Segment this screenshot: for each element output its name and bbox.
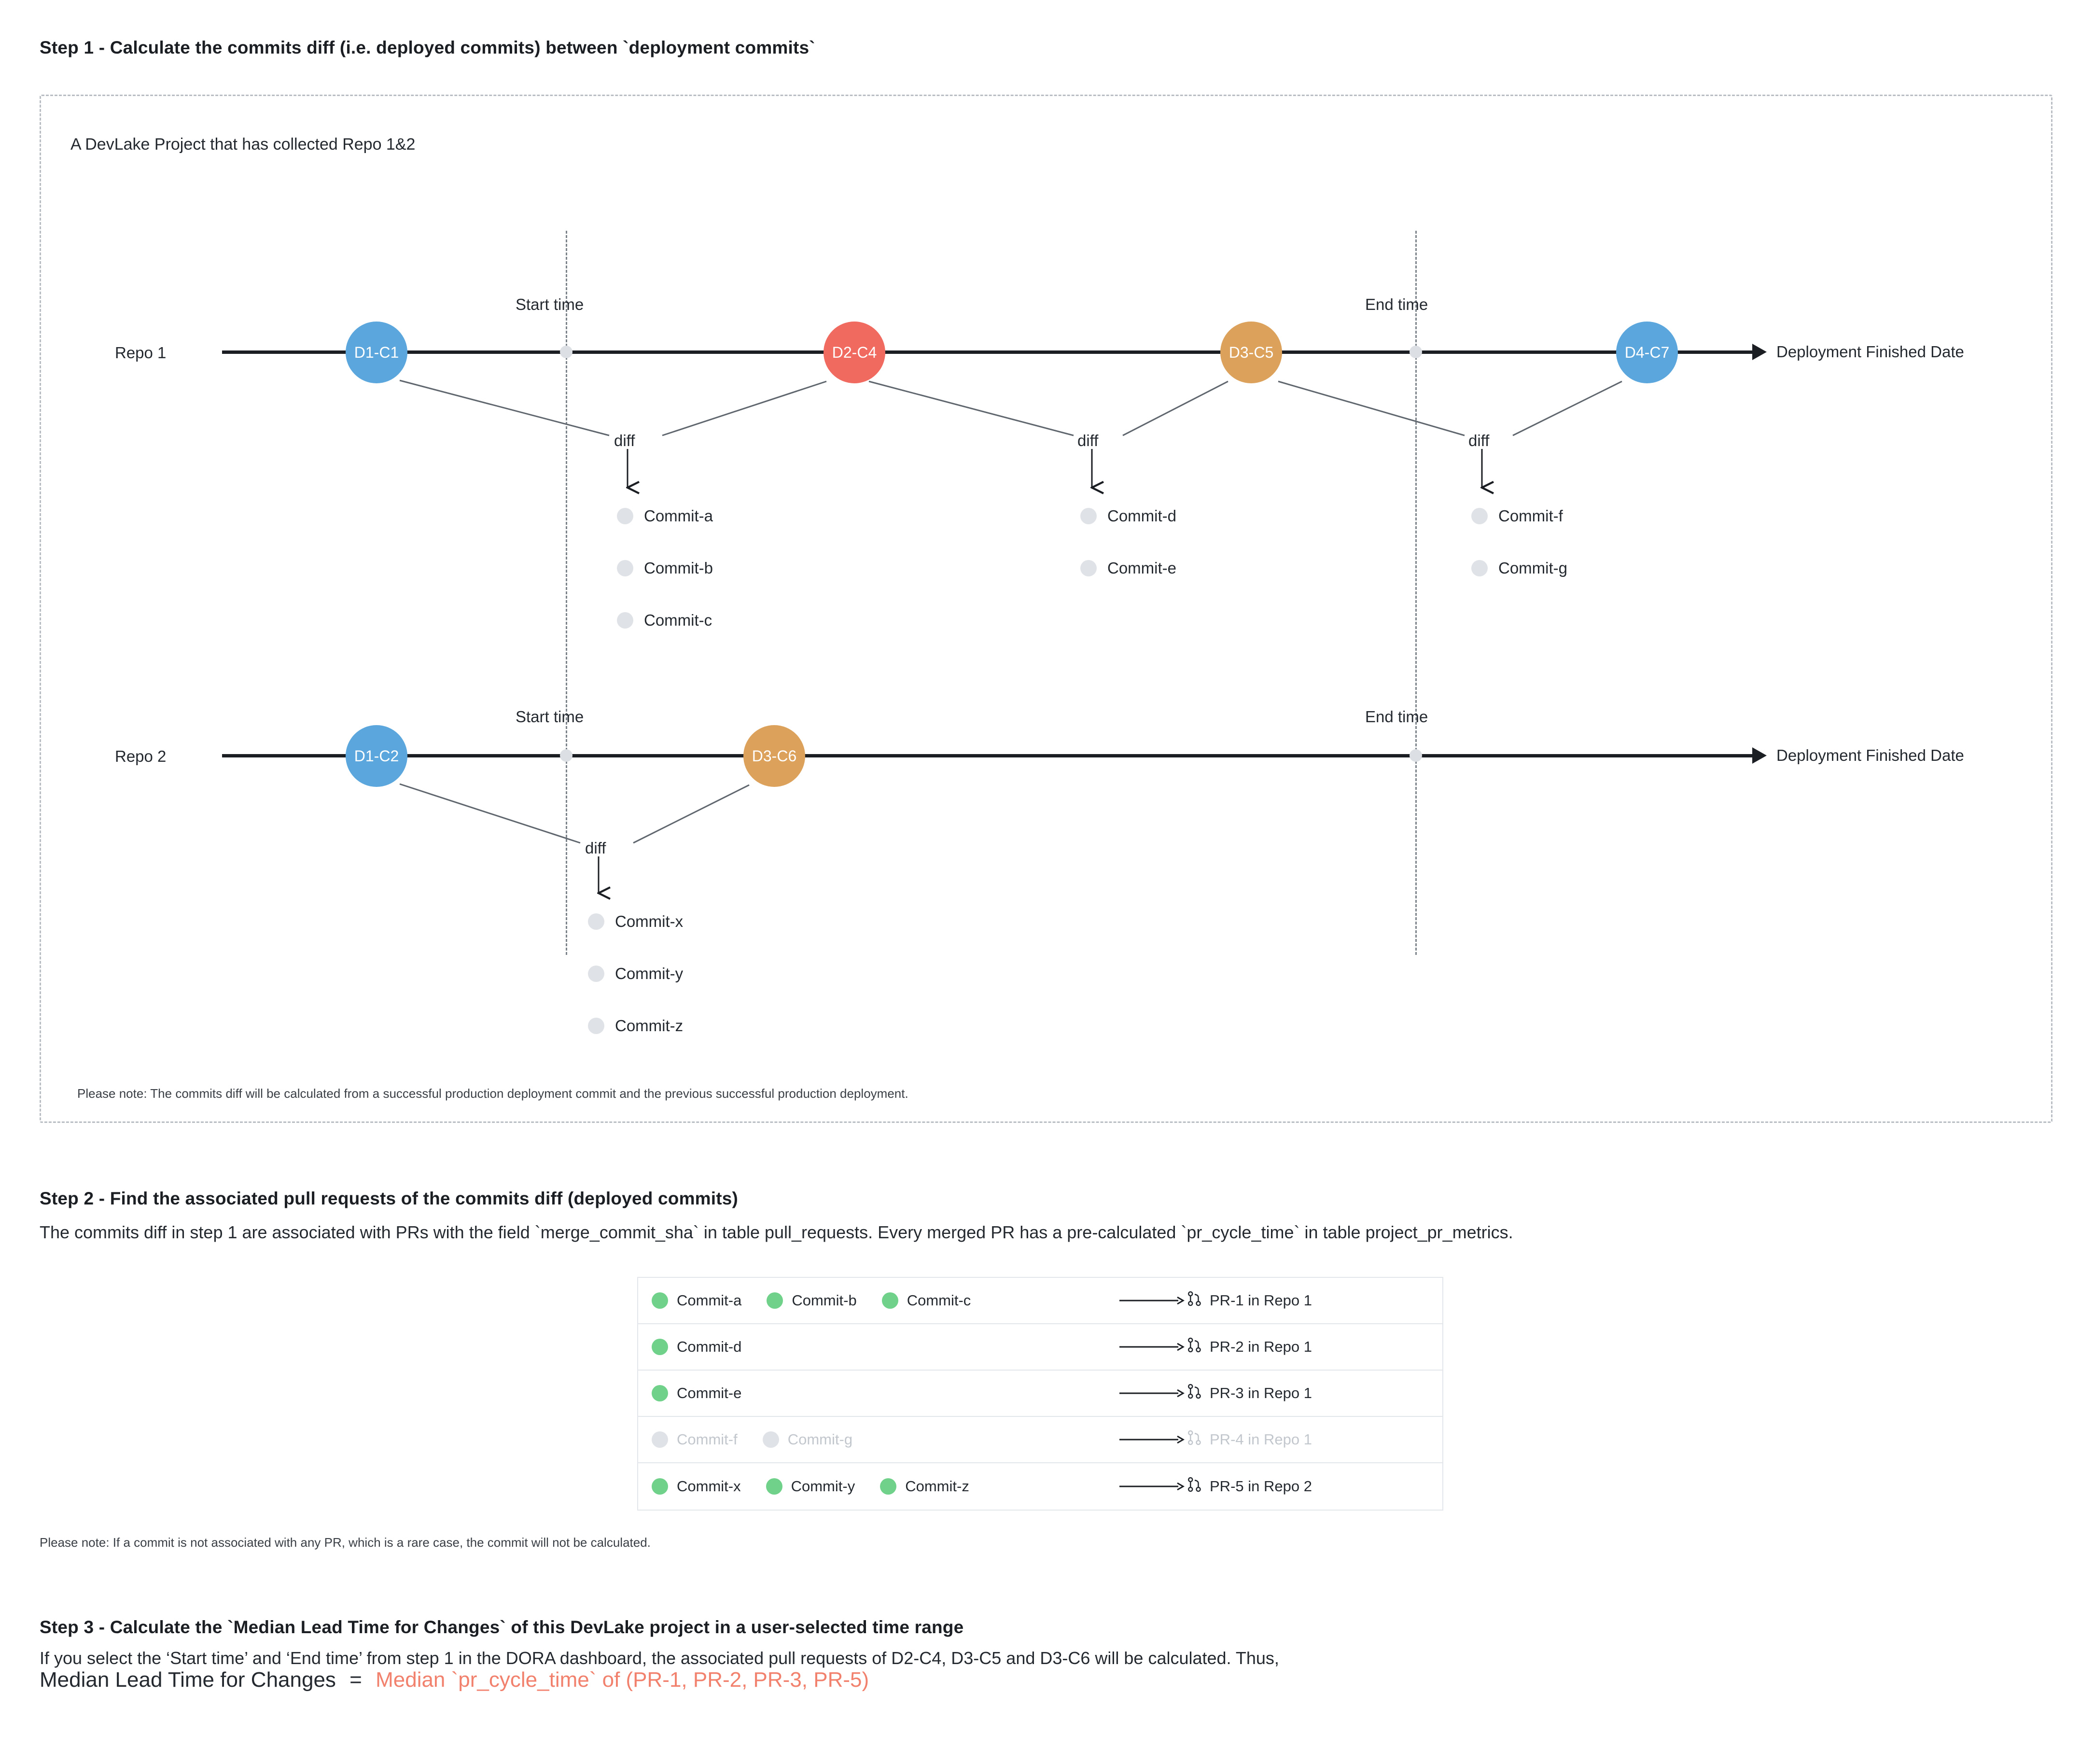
table-row[interactable]	[638, 1371, 1442, 1417]
pr-label: PR-1 in Repo 1	[1210, 1292, 1312, 1309]
commit-dot-icon	[652, 1431, 668, 1448]
pr-label: PR-2 in Repo 1	[1210, 1338, 1312, 1355]
repo-2-axis-label: Deployment Finished Date	[1776, 746, 1964, 764]
diff-label-1: diff	[614, 432, 635, 449]
pr-target	[1187, 1476, 1312, 1497]
commit-label: Commit-g	[787, 1431, 853, 1448]
commit-item	[1080, 507, 1176, 525]
commit-item	[880, 1478, 969, 1495]
pr-target	[1187, 1290, 1312, 1311]
commit-label: Commit-d	[1107, 507, 1177, 525]
pull-request-icon	[1187, 1337, 1202, 1357]
pr-target	[1187, 1337, 1312, 1357]
commit-item	[652, 1338, 741, 1356]
pr-label: PR-5 in Repo 2	[1210, 1478, 1312, 1495]
commit-dot-icon	[766, 1478, 782, 1495]
pull-request-icon	[1187, 1383, 1202, 1403]
commit-item	[617, 611, 712, 630]
commit-item	[588, 965, 683, 983]
commit-item	[767, 1292, 856, 1309]
table-row[interactable]	[638, 1463, 1442, 1510]
commit-label: Commit-g	[1498, 559, 1568, 577]
commit-label: Commit-b	[644, 559, 713, 577]
commit-item	[652, 1431, 738, 1448]
diff-label-4: diff	[585, 839, 606, 857]
project-label: A DevLake Project that has collected Repo 1&2	[70, 135, 416, 154]
deployment-node-d2-c4[interactable]: D2-C4	[824, 322, 885, 383]
repo-1-end-time-label: End time	[1365, 295, 1428, 313]
maps-to-arrow-icon	[1115, 1295, 1187, 1306]
repo-2-end-time-marker	[1410, 749, 1422, 762]
repo-1-start-time-label: Start time	[516, 295, 584, 313]
repo-1-start-time-marker	[560, 346, 572, 358]
commit-dot-icon	[1080, 508, 1097, 524]
commit-dot-icon	[617, 508, 633, 524]
commit-label: Commit-y	[615, 965, 684, 982]
deployment-node-d3-c6[interactable]: D3-C6	[743, 725, 805, 787]
commit-dot-icon	[763, 1431, 779, 1448]
formula-left: Median Lead Time for Changes	[40, 1668, 336, 1692]
maps-to-arrow-icon	[1115, 1388, 1187, 1399]
commit-item	[882, 1292, 971, 1309]
commit-item	[763, 1431, 852, 1448]
commit-label: Commit-f	[1498, 507, 1563, 525]
commit-label: Commit-y	[791, 1478, 855, 1495]
commit-dot-icon	[652, 1385, 668, 1401]
commit-dot-icon	[880, 1478, 896, 1495]
diff-label-3: diff	[1468, 432, 1490, 449]
commit-item	[588, 1017, 683, 1035]
commit-item	[652, 1385, 741, 1402]
maps-to-arrow-icon	[1115, 1434, 1187, 1445]
commit-item	[652, 1292, 741, 1309]
commit-dot-icon	[652, 1292, 668, 1309]
step-3-title: Step 3 - Calculate the `Median Lead Time for Changes` of this DevLake project in a user-selected time range	[40, 1617, 964, 1637]
commit-label: Commit-c	[907, 1292, 971, 1309]
commit-label: Commit-e	[1107, 559, 1177, 577]
repo-2-start-time-label: Start time	[516, 708, 584, 726]
deployment-node-d1-c1[interactable]: D1-C1	[346, 322, 407, 383]
commit-item	[766, 1478, 855, 1495]
repo-1-axis-label: Deployment Finished Date	[1776, 343, 1964, 361]
deployment-node-d3-c5[interactable]: D3-C5	[1220, 322, 1282, 383]
step-3-description: If you select the ‘Start time’ and ‘End time’ from step 1 in the DORA dashboard, the associated pull requests of D2-C4, D3-C5 and D3-C6 will be calculated. Thus,	[40, 1648, 1279, 1668]
pr-target	[1187, 1383, 1312, 1403]
commit-label: Commit-c	[644, 611, 712, 629]
pr-label: PR-3 in Repo 1	[1210, 1385, 1312, 1401]
formula-equals: =	[349, 1668, 362, 1692]
commit-label: Commit-z	[615, 1017, 684, 1035]
commit-dot-icon	[652, 1478, 668, 1495]
commit-label: Commit-d	[677, 1338, 742, 1355]
maps-to-arrow-icon	[1115, 1342, 1187, 1352]
row-commits	[652, 1385, 1115, 1402]
commit-label: Commit-f	[677, 1431, 738, 1448]
pr-label: PR-4 in Repo 1	[1210, 1431, 1312, 1448]
repo-2-axis	[222, 754, 1753, 757]
commit-dot-icon	[588, 1018, 604, 1034]
commit-dot-icon	[617, 560, 633, 576]
commit-dot-icon	[882, 1292, 898, 1309]
repo-1-axis	[222, 350, 1753, 354]
step-1-note: Please note: The commits diff will be calculated from a successful production deployment commit and the previous successful production deployment.	[77, 1086, 908, 1101]
pr-target	[1187, 1429, 1312, 1450]
step-1-title: Step 1 - Calculate the commits diff (i.e. deployed commits) between `deployment commits`	[40, 38, 815, 57]
commit-item	[1471, 507, 1563, 525]
deployment-node-d1-c2[interactable]: D1-C2	[346, 725, 407, 787]
step-2-title: Step 2 - Find the associated pull requests of the commits diff (deployed commits)	[40, 1189, 739, 1208]
repo-1-axis-arrow	[1752, 344, 1767, 360]
commit-dot-icon	[767, 1292, 783, 1309]
repo-2-axis-arrow	[1752, 747, 1767, 764]
deployment-node-d4-c7[interactable]: D4-C7	[1616, 322, 1678, 383]
repo-2-label: Repo 2	[115, 747, 167, 765]
pull-request-icon	[1187, 1290, 1202, 1311]
start-time-guide-line	[566, 231, 567, 955]
formula-right: Median `pr_cycle_time` of (PR-1, PR-2, PR-3, PR-5)	[376, 1668, 869, 1692]
step-2-note: Please note: If a commit is not associated with any PR, which is a rare case, the commit will not be calculated.	[40, 1535, 651, 1550]
repo-2-end-time-label: End time	[1365, 708, 1428, 726]
commit-dot-icon	[588, 966, 604, 982]
commit-label: Commit-e	[677, 1385, 742, 1401]
commit-dot-icon	[652, 1339, 668, 1355]
commit-item	[617, 507, 713, 525]
formula	[40, 1668, 869, 1692]
commit-label: Commit-b	[792, 1292, 857, 1309]
row-commits	[652, 1292, 1115, 1309]
commit-label: Commit-a	[677, 1292, 742, 1309]
commit-item	[588, 912, 683, 931]
commit-item	[1080, 559, 1176, 577]
step-2-description: The commits diff in step 1 are associated with PRs with the field `merge_commit_sha` in table pull_requests. Every merged PR has a pre-calculated `pr_cycle_time` in table project_pr_metrics.	[40, 1222, 1513, 1242]
repo-1-end-time-marker	[1410, 346, 1422, 358]
row-commits	[652, 1431, 1115, 1448]
table-row[interactable]	[638, 1417, 1442, 1463]
commit-dot-icon	[1471, 508, 1488, 524]
commit-dot-icon	[1471, 560, 1488, 576]
commit-dot-icon	[617, 612, 633, 629]
row-commits	[652, 1478, 1115, 1495]
commit-item	[1471, 559, 1567, 577]
diff-label-2: diff	[1077, 432, 1099, 449]
commit-label: Commit-z	[905, 1478, 969, 1495]
commit-item	[617, 559, 713, 577]
commit-label: Commit-a	[644, 507, 713, 525]
repo-1-label: Repo 1	[115, 344, 167, 362]
commit-dot-icon	[1080, 560, 1097, 576]
commit-item	[652, 1478, 741, 1495]
table-row[interactable]	[638, 1278, 1442, 1324]
end-time-guide-line	[1415, 231, 1417, 955]
commit-dot-icon	[588, 913, 604, 930]
pull-request-icon	[1187, 1476, 1202, 1497]
pull-request-icon	[1187, 1429, 1202, 1450]
table-row[interactable]	[638, 1324, 1442, 1371]
commit-label: Commit-x	[615, 912, 684, 930]
maps-to-arrow-icon	[1115, 1481, 1187, 1492]
commit-label: Commit-x	[677, 1478, 741, 1495]
step-1-diagram-container	[40, 95, 2052, 1123]
row-commits	[652, 1338, 1115, 1356]
repo-2-start-time-marker	[560, 749, 572, 762]
pr-association-table	[637, 1277, 1443, 1511]
